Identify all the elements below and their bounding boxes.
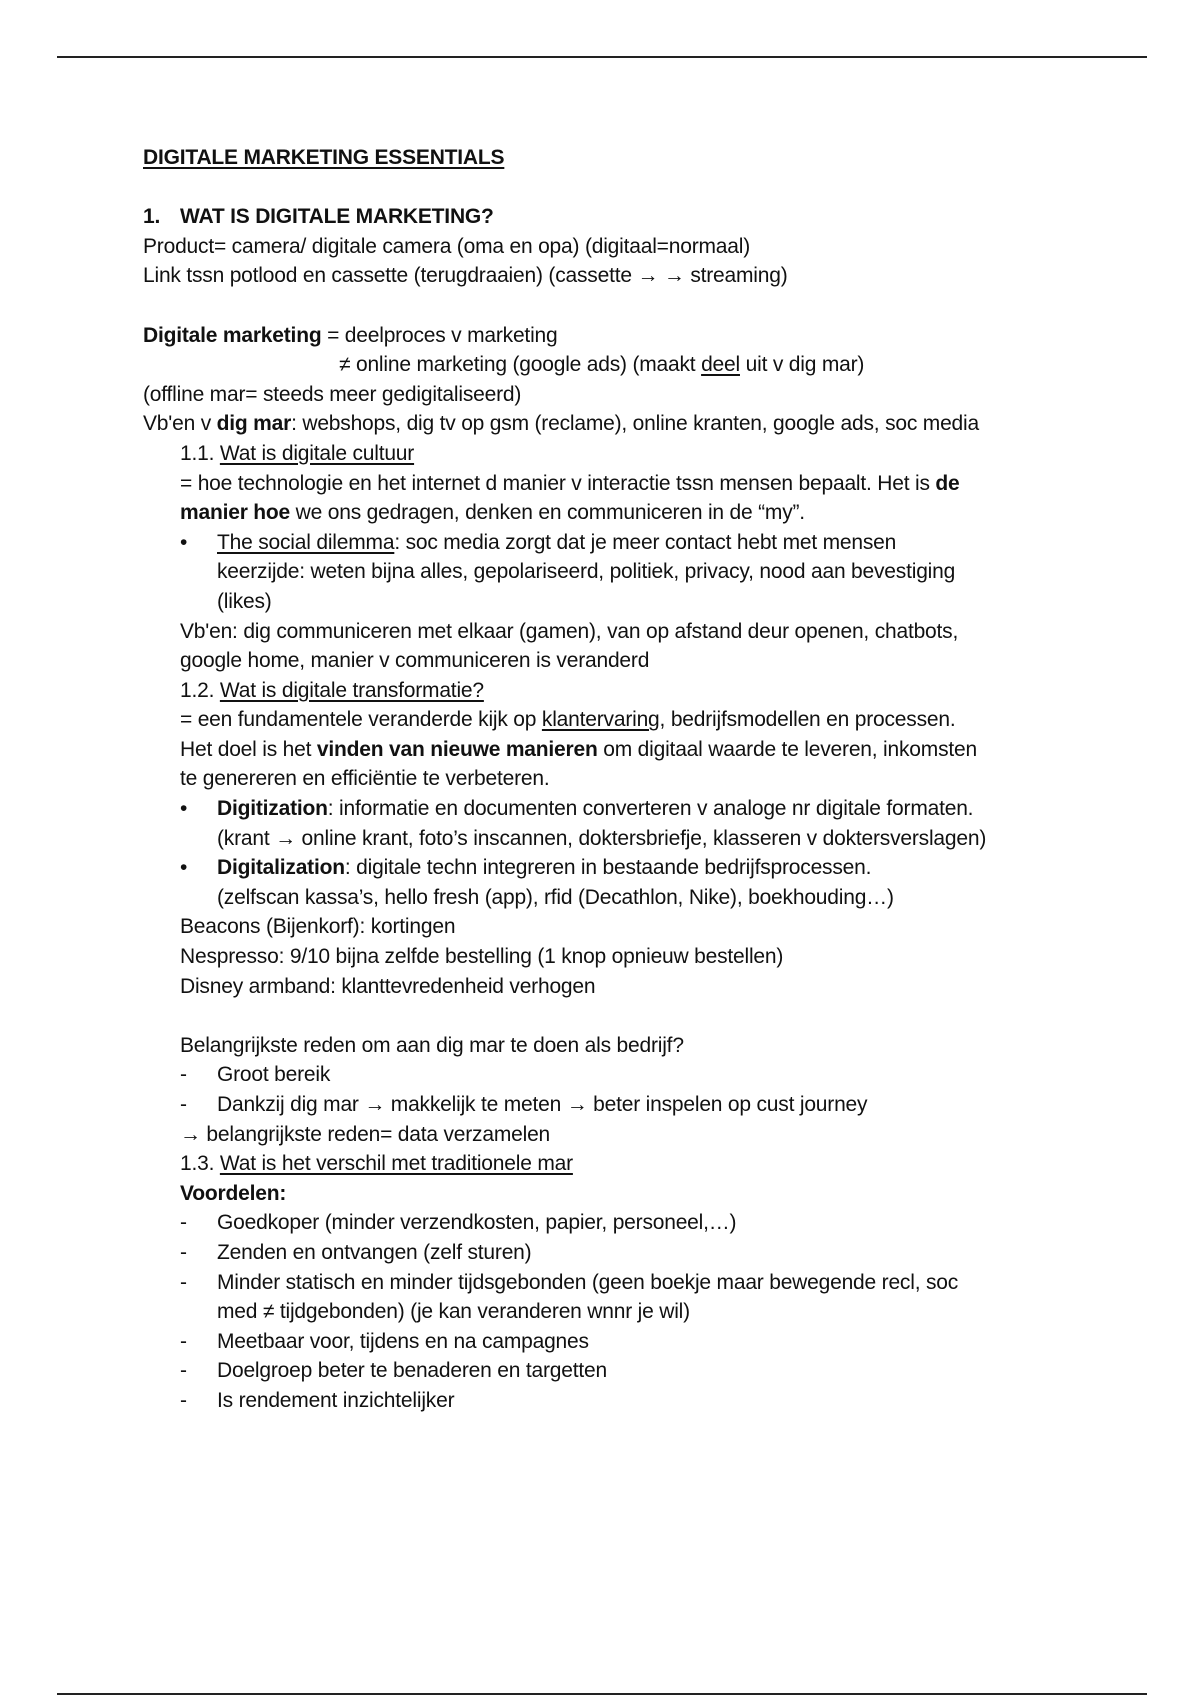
dash-marker: - <box>180 1329 187 1353</box>
subsection-title: Wat is digitale cultuur <box>219 441 415 465</box>
dash-continuation: med ≠ tijdgebonden) (je kan veranderen wnnr je wil) <box>217 1300 690 1324</box>
text-line: Vb'en: dig communiceren met elkaar (gamen), van op afstand deur openen, chatbots, <box>180 619 959 643</box>
dash-marker: - <box>180 1388 187 1412</box>
text-line: Product= camera/ digitale camera (oma en opa) (digitaal=normaal) <box>143 234 751 258</box>
bullet-icon: • <box>180 856 188 880</box>
text-line <box>143 705 1083 735</box>
bold-term: vinden van nieuwe manieren <box>316 737 598 761</box>
text-span: : soc media zorgt dat je meer contact hebt met mensen <box>394 530 897 554</box>
text-span: om digitaal waarde te leveren, inkomsten <box>597 737 977 761</box>
dash-item <box>143 1268 1083 1298</box>
bullet-item <box>143 528 1083 558</box>
text-span: Het doel is het <box>180 737 317 761</box>
document-body <box>143 143 1083 1416</box>
text-span: Doelgroep beter te benaderen en targetten <box>217 1359 607 1383</box>
subsection-title: Wat is het verschil met traditionele mar <box>219 1152 573 1176</box>
text-span: Is rendement inzichtelijker <box>217 1388 455 1412</box>
text-span: we ons gedragen, denken en communiceren in de “my”. <box>290 501 805 525</box>
section-title: WAT IS DIGITALE MARKETING? <box>180 205 494 229</box>
bullet-item <box>143 853 1083 883</box>
text-span: Groot bereik <box>217 1063 331 1087</box>
dash-marker: - <box>180 1270 187 1294</box>
dash-marker: - <box>180 1211 187 1235</box>
definition-not-equal <box>143 350 1083 380</box>
text-line: (offline mar= steeds meer gedigitaliseerd) <box>143 382 522 406</box>
subsection-number: 1.2. <box>180 678 215 702</box>
dash-item <box>143 1090 1083 1120</box>
bullet-continuation: (zelfscan kassa’s, hello fresh (app), rfid (Decathlon, Nike), boekhouding…) <box>217 885 894 909</box>
header-rule <box>57 56 1147 58</box>
dash-marker: - <box>180 1093 187 1116</box>
text-span: = hoe technologie en het internet d manier v interactie tssn mensen bepaalt. Het is <box>180 471 936 495</box>
spacer <box>143 173 1083 203</box>
text-line: te genereren en efficiëntie te verbeteren. <box>180 767 550 791</box>
text-span: uit v dig mar) <box>739 353 865 377</box>
definition-line <box>143 321 1083 351</box>
text-line: Disney armband: klanttevredenheid verhogen <box>180 974 596 998</box>
dash-item <box>143 1060 1083 1090</box>
dash-item <box>143 1238 1083 1268</box>
question-line: Belangrijkste reden om aan dig mar te doen als bedrijf? <box>180 1033 684 1057</box>
text-span: Minder statisch en minder tijdsgebonden (geen boekje maar bewegende recl, soc <box>217 1270 959 1294</box>
dash-item <box>143 1208 1083 1238</box>
bullet-continuation: keerzijde: weten bijna alles, gepolariseerd, politiek, privacy, nood aan bevestiging <box>217 560 956 584</box>
subsection-1-1-heading <box>143 439 1083 469</box>
section-number: 1. <box>143 205 161 229</box>
underlined-word: deel <box>701 353 740 377</box>
text-span: Zenden en ontvangen (zelf sturen) <box>217 1240 532 1264</box>
text-span: = een fundamentele veranderde kijk op <box>180 708 542 732</box>
subsection-1-2-heading <box>143 676 1083 706</box>
text-span: : digitale techn integreren in bestaande bedrijfsprocessen. <box>344 856 872 880</box>
dash-marker: - <box>180 1063 187 1087</box>
text-line: Nespresso: 9/10 bijna zelfde bestelling (1 knop opnieuw bestellen) <box>180 945 784 969</box>
text-span: Goedkoper (minder verzendkosten, papier, personeel,…) <box>217 1211 737 1235</box>
underlined-term: The social dilemma <box>217 530 395 554</box>
underlined-word: klantervaring <box>541 708 660 732</box>
text-span: Meetbaar voor, tijdens en na campagnes <box>217 1329 589 1353</box>
text-line: Link tssn potlood en cassette (terugdraaien) (cassette → → streaming) <box>143 264 788 288</box>
text-line: google home, manier v communiceren is veranderd <box>180 649 650 673</box>
dash-item <box>143 1386 1083 1416</box>
text-line <box>143 735 1083 765</box>
document-title: DIGITALE MARKETING ESSENTIALS <box>143 146 505 169</box>
footer-rule <box>57 1693 1147 1695</box>
bullet-continuation: (krant → online krant, foto’s inscannen, doktersbriefje, klasseren v doktersverslagen) <box>217 826 987 850</box>
subsection-number: 1.1. <box>180 441 215 465</box>
bullet-icon: • <box>180 530 188 554</box>
definition-text: = deelproces v marketing <box>321 323 558 347</box>
dash-item <box>143 1356 1083 1386</box>
conclusion-line: → belangrijkste reden= data verzamelen <box>180 1122 551 1146</box>
advantages-label: Voordelen: <box>180 1181 287 1205</box>
bold-term: manier hoe <box>180 501 291 525</box>
subsection-1-3-heading <box>143 1149 1083 1179</box>
bold-term: Digitalization <box>217 856 345 880</box>
text-line <box>143 469 1083 499</box>
bold-term: de <box>935 471 960 495</box>
examples-line <box>143 409 1083 439</box>
bullet-icon: • <box>180 797 188 821</box>
definition-term: Digitale marketing <box>143 323 322 347</box>
subsection-number: 1.3. <box>180 1152 215 1176</box>
text-span: Dankzij dig mar → makkelijk te meten → beter inspelen op cust journey <box>217 1093 868 1116</box>
subsection-title: Wat is digitale transformatie? <box>219 678 484 702</box>
text-span: , bedrijfsmodellen en processen. <box>659 708 956 732</box>
spacer <box>143 291 1083 321</box>
bullet-item <box>143 794 1083 824</box>
text-span: ≠ online marketing (google ads) (maakt <box>339 353 702 377</box>
bullet-continuation: (likes) <box>217 589 272 613</box>
spacer <box>143 1001 1083 1031</box>
dash-marker: - <box>180 1240 187 1264</box>
text-span: Vb'en v <box>143 412 217 436</box>
bold-term: Digitization <box>217 797 328 821</box>
text-line: Beacons (Bijenkorf): kortingen <box>180 915 456 939</box>
dash-marker: - <box>180 1359 187 1383</box>
section-1-heading <box>143 202 1083 232</box>
text-span: : webshops, dig tv op gsm (reclame), online kranten, google ads, soc media <box>291 412 979 436</box>
text-span: : informatie en documenten converteren v analoge nr digitale formaten. <box>327 797 974 821</box>
text-line <box>143 498 1083 528</box>
bold-term: dig mar <box>216 412 292 436</box>
dash-item <box>143 1327 1083 1357</box>
